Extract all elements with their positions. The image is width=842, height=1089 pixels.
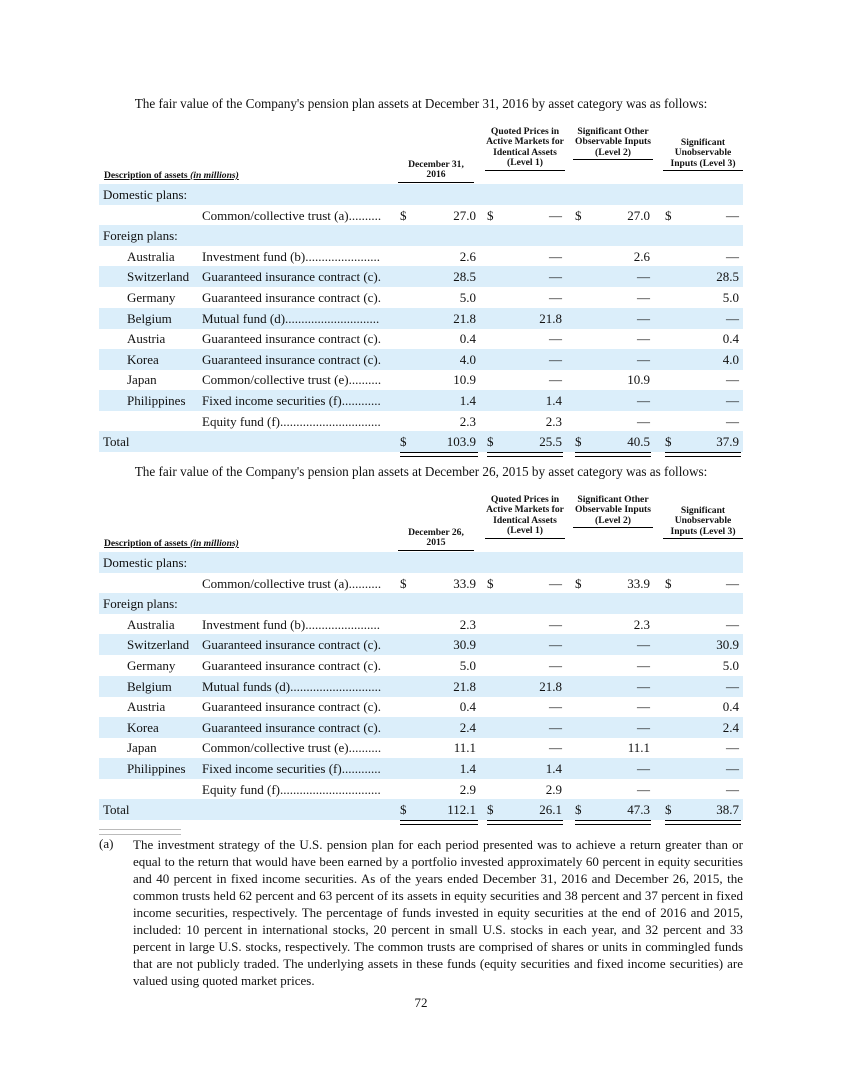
total-label: Total [103,434,130,450]
value-cell: — [726,575,739,591]
value-cell: — [637,413,650,429]
country-label: Austria [127,699,166,715]
value-cell: 37.9 [716,434,739,450]
value-cell: — [726,310,739,326]
value-cell: 21.8 [539,678,562,694]
dollar-sign: $ [665,802,672,818]
dollar-sign: $ [487,207,494,223]
total-double-rule [575,820,651,825]
value-cell: 10.9 [453,372,476,388]
asset-description: Equity fund (f)............................... [202,413,381,429]
value-cell: — [549,290,562,305]
dollar-sign: $ [575,434,582,450]
page-number: 72 [414,995,428,1010]
country-label: Germany [127,658,176,673]
value-cell: 2.4 [722,719,739,735]
section-row-domestic [99,184,743,205]
value-cell: 0.4 [459,331,476,347]
value-cell: — [549,248,562,264]
country-label: Philippines [127,761,186,776]
value-cell: — [549,699,562,715]
country-label: Switzerland [127,637,190,653]
value-cell: 21.8 [453,310,476,326]
value-cell: 4.0 [459,351,476,367]
value-cell: — [549,351,562,367]
section-label: Domestic plans: [103,187,188,202]
value-cell: 30.9 [716,637,739,653]
value-cell: 21.8 [453,678,476,694]
dollar-sign: $ [400,575,407,591]
desc-header-2015: Description of assets (in millions) [104,538,239,549]
asset-description: Equity fund (f)............................... [202,781,381,797]
table-row [99,573,743,594]
total-double-rule [575,452,651,457]
value-cell: 33.9 [453,575,476,591]
value-cell: — [637,290,650,305]
table-row [99,676,743,697]
total-double-rule [487,820,563,825]
intro-2015: The fair value of the Company's pension plan assets at December 26, 2015 by asset category was as follows: [134,464,708,479]
value-cell: 2.9 [459,781,476,797]
table-row [99,758,743,779]
value-cell: — [726,393,739,408]
asset-description: Common/collective trust (a).......... [202,207,382,223]
value-cell: 2.3 [633,616,650,632]
value-cell: 25.5 [539,434,562,450]
total-double-rule [487,452,563,457]
footnote-separator [99,829,181,835]
country-label: Japan [127,740,157,756]
dollar-sign: $ [665,207,672,223]
section-label: Domestic plans: [103,555,188,570]
total-double-rule [400,820,478,825]
country-label: Austria [127,331,166,347]
country-label: Germany [127,290,176,305]
value-cell: — [726,781,739,797]
value-cell: — [549,372,562,388]
value-cell: 47.3 [627,802,650,818]
value-cell: 26.1 [539,802,562,818]
table-row [99,717,743,738]
dollar-sign: $ [665,575,672,591]
asset-description: Guaranteed insurance contract (c). [202,331,382,347]
value-cell: 2.3 [459,616,476,632]
dollar-sign: $ [575,802,582,818]
table-row [99,287,743,308]
value-cell: 1.4 [545,393,562,408]
dollar-sign: $ [575,207,582,223]
value-cell: 2.6 [459,248,476,264]
value-cell: 2.3 [459,413,476,429]
table-row [99,349,743,370]
section-row-foreign [99,225,743,246]
value-cell: 28.5 [716,269,739,285]
value-cell: — [637,678,650,694]
asset-description: Investment fund (b)....................... [202,616,381,632]
value-cell: 2.9 [545,781,562,797]
value-cell: — [726,413,739,429]
table-row [99,634,743,655]
section-label: Foreign plans: [103,596,178,612]
value-cell: — [726,761,739,776]
table-row [99,737,743,758]
value-cell: 27.0 [627,207,650,223]
value-cell: — [549,207,562,223]
value-cell: 28.5 [453,269,476,285]
dollar-sign: $ [575,575,582,591]
value-cell: 40.5 [627,434,650,450]
value-cell: 5.0 [722,290,739,305]
value-cell: — [549,719,562,735]
value-cell: 5.0 [459,658,476,673]
value-cell: — [549,616,562,632]
section-row-domestic [99,552,743,573]
country-label: Switzerland [127,269,190,285]
country-label: Korea [127,719,159,735]
value-cell: — [637,761,650,776]
value-cell: — [549,637,562,653]
table-row [99,614,743,635]
intro-2016: The fair value of the Company's pension plan assets at December 31, 2016 by asset category was as follows: [134,96,708,111]
value-cell: — [549,740,562,756]
value-cell: 30.9 [453,637,476,653]
table-row [99,205,743,226]
total-double-rule [665,820,741,825]
total-label: Total [103,802,130,818]
asset-description: Mutual funds (d)............................ [202,678,382,694]
value-cell: — [549,575,562,591]
value-cell: — [549,269,562,285]
value-cell: — [637,310,650,326]
level3-header-2015: Significant Unobservable Inputs (Level 3) [663,506,743,539]
total-row [99,799,743,820]
table-row [99,411,743,432]
value-cell: — [637,637,650,653]
value-cell: 21.8 [539,310,562,326]
asset-description: Fixed income securities (f)............ [202,393,381,408]
table-row [99,308,743,329]
value-cell: — [726,616,739,632]
value-cell: 4.0 [722,351,739,367]
value-cell: 27.0 [453,207,476,223]
country-label: Philippines [127,393,186,408]
value-cell: 0.4 [722,331,739,347]
section-label: Foreign plans: [103,228,178,244]
asset-description: Investment fund (b)....................... [202,248,381,264]
dollar-sign: $ [400,207,407,223]
value-cell: — [726,740,739,756]
table-row [99,266,743,287]
value-cell: — [637,781,650,797]
value-cell: 1.4 [459,393,476,408]
asset-description: Common/collective trust (a).......... [202,575,382,591]
value-cell: — [726,678,739,694]
asset-description: Fixed income securities (f)............ [202,761,381,776]
value-cell: — [637,658,650,673]
value-cell: — [637,393,650,408]
desc-header-2016: Description of assets (in millions) [104,170,239,181]
value-cell: 2.3 [545,413,562,429]
value-cell: 11.1 [453,740,476,756]
level2-header-2016: Significant Other Observable Inputs (Level 2) [573,127,653,160]
value-cell: 38.7 [716,802,739,818]
asset-description: Guaranteed insurance contract (c). [202,699,382,715]
dollar-sign: $ [487,802,494,818]
value-cell: 0.4 [459,699,476,715]
value-cell: — [549,331,562,347]
footnote-text: The investment strategy of the U.S. pension plan for each period presented was to achieve a return greater than or equal to the return that would have been earned by a portfolio invested approximately 60 percent in equity securities and 40 percent in fixed income securities. As of the years ended December 31, 2016 and December 26, 2015, the common trusts held 62 percent and 63 percent of its assets in equity securities and 38 percent and 37 percent in fixed income securities, respectively. The percentage of funds invested in equity securities at the end of 2016 and 2015, included: 10 percent in international stocks, 20 percent in small U.S. stocks in each year, and 32 percent and 33 percent in large U.S. stocks, respectively. The common trusts are comprised of shares or units in commingled funds that are not publicly traded. The underlying assets in these funds (equity securities and fixed income securities) are valued using quoted market prices. [133,837,743,988]
asset-description: Guaranteed insurance contract (c). [202,637,382,653]
value-cell: 10.9 [627,372,650,388]
section-row-foreign [99,593,743,614]
level2-header-2015: Significant Other Observable Inputs (Level 2) [573,495,653,528]
table-row [99,779,743,800]
value-cell: — [637,351,650,367]
asset-description: Mutual fund (d)............................. [202,310,380,326]
asset-description: Common/collective trust (e).......... [202,740,382,756]
table-row [99,328,743,349]
value-cell: — [637,719,650,735]
level1-header-2015: Quoted Prices in Active Markets for Identical Assets (Level 1) [485,495,565,539]
asset-description: Guaranteed insurance contract (c). [202,269,382,285]
asset-description: Guaranteed insurance contract (c). [202,658,382,673]
table-row [99,390,743,411]
table-row [99,696,743,717]
asset-description: Guaranteed insurance contract (c). [202,290,382,305]
dollar-sign: $ [487,575,494,591]
value-cell: 2.6 [633,248,650,264]
value-cell: 112.1 [447,802,476,818]
country-label: Belgium [127,678,172,694]
value-cell: 2.4 [459,719,476,735]
asset-description: Guaranteed insurance contract (c). [202,719,382,735]
dollar-sign: $ [400,434,407,450]
country-label: Japan [127,372,157,388]
dec2015-header: December 26, 2015 [398,528,474,551]
value-cell: 103.9 [446,434,476,450]
value-cell: — [637,331,650,347]
total-row [99,431,743,452]
value-cell: 11.1 [627,740,650,756]
total-double-rule [665,452,741,457]
asset-description: Guaranteed insurance contract (c). [202,351,382,367]
table-row [99,246,743,267]
table-row [99,369,743,390]
value-cell: — [726,207,739,223]
asset-description: Common/collective trust (e).......... [202,372,382,388]
country-label: Korea [127,351,159,367]
value-cell: — [637,269,650,285]
value-cell: — [549,658,562,673]
value-cell: 1.4 [545,761,562,776]
dollar-sign: $ [487,434,494,450]
value-cell: 1.4 [459,761,476,776]
footnote-label: (a) [99,836,114,851]
dec2016-header: December 31, 2016 [398,160,474,183]
dollar-sign: $ [400,802,407,818]
value-cell: — [637,699,650,715]
total-double-rule [400,452,478,457]
value-cell: 0.4 [722,699,739,715]
country-label: Belgium [127,310,172,326]
country-label: Australia [127,248,175,264]
table-row [99,655,743,676]
value-cell: — [726,248,739,264]
dollar-sign: $ [665,434,672,450]
country-label: Australia [127,616,175,632]
level3-header-2016: Significant Unobservable Inputs (Level 3) [663,138,743,171]
value-cell: 33.9 [627,575,650,591]
value-cell: 5.0 [459,290,476,305]
value-cell: — [726,372,739,388]
level1-header-2016: Quoted Prices in Active Markets for Identical Assets (Level 1) [485,127,565,171]
value-cell: 5.0 [722,658,739,673]
